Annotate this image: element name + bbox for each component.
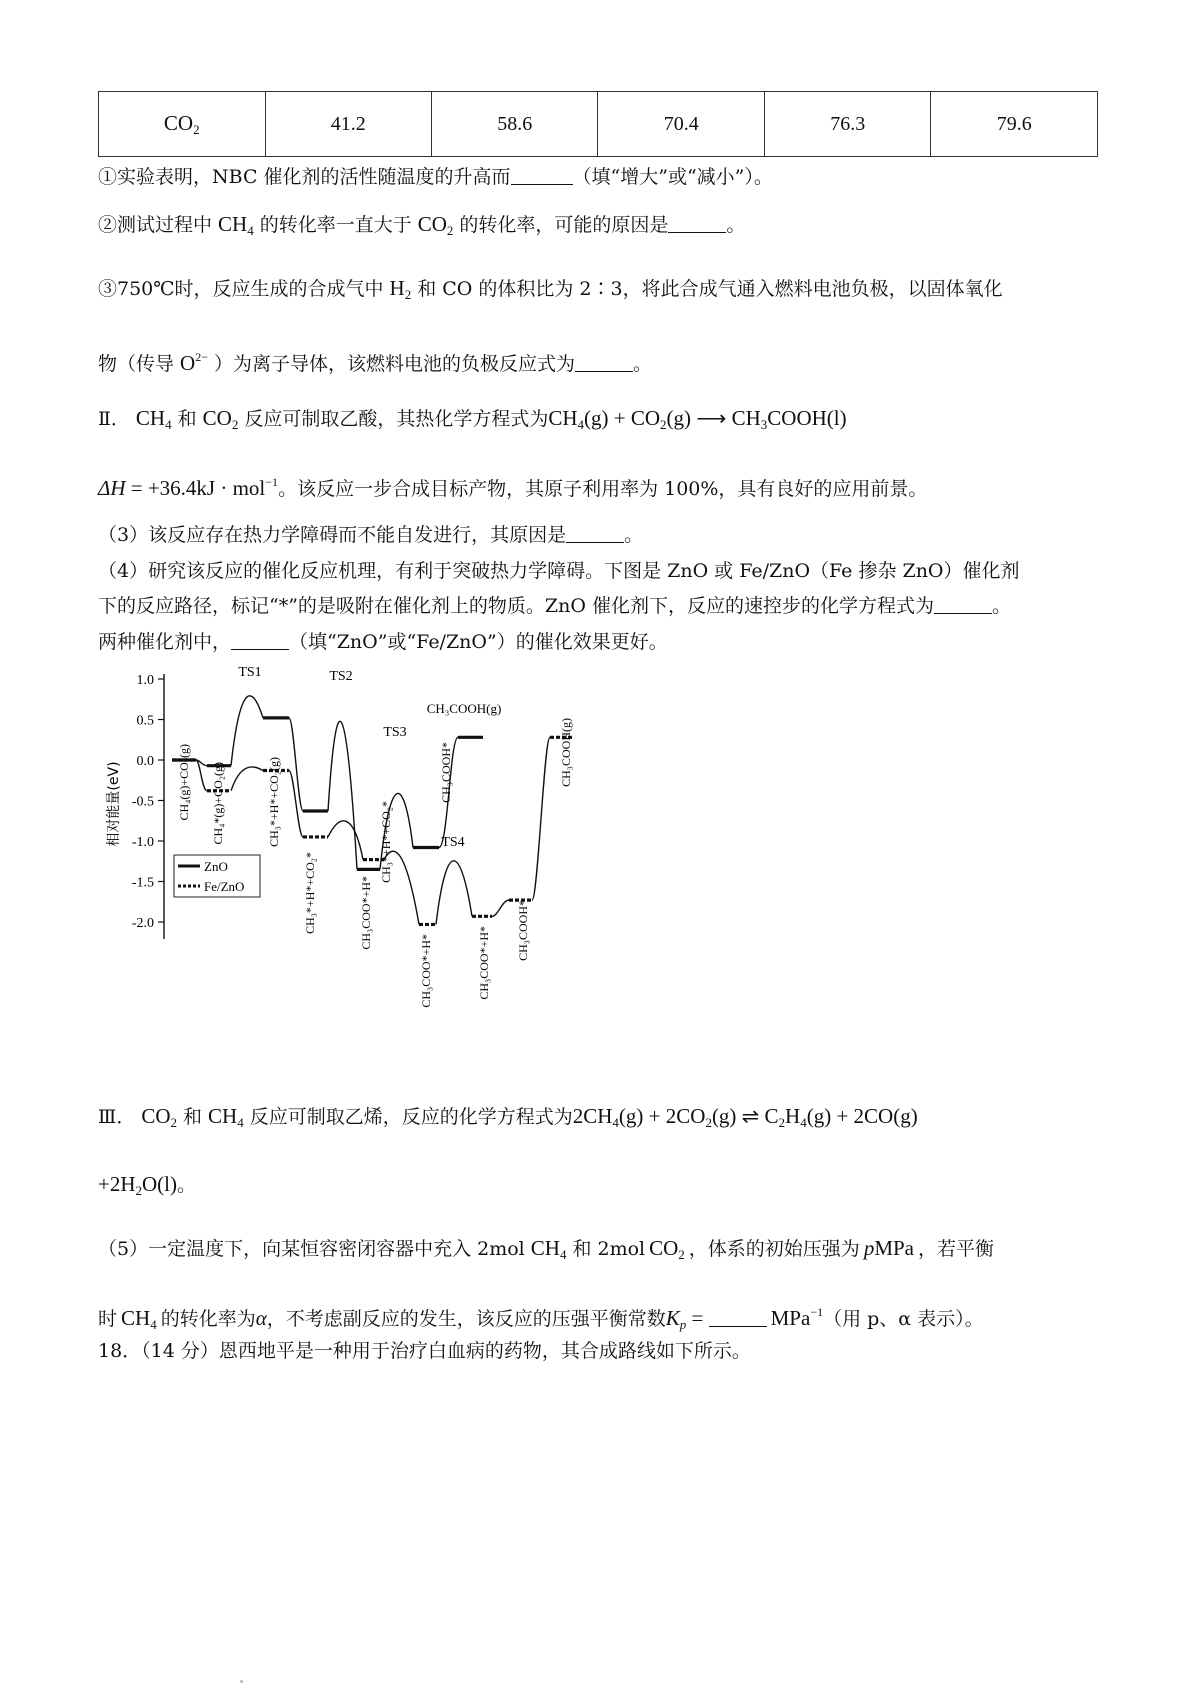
question-3-line-1: ③750℃时，反应生成的合成气中 $H_2$ 和 CO 的体积比为 2∶3，将此合成气通入燃料电池负极，以固体氧化 xyxy=(98,276,1003,302)
y-tick-label: -2.0 xyxy=(131,916,154,931)
table-cell: 41.2 xyxy=(265,92,431,157)
table-row xyxy=(99,92,1098,157)
species-label: CH₃COOH(g) xyxy=(559,718,573,787)
species-label: CH₃COO*+H* xyxy=(419,934,433,1008)
species-label: CH₃*+H*+CO₂* xyxy=(379,801,393,883)
species-label: CH₃*+H*+CO₂(g) xyxy=(267,757,281,847)
question-5-line-2: 时 $CH_4$ 的转化率为α，不考虑副反应的发生，该反应的压强平衡常数$K_p = MPa^{-1}$（用 p、α 表示）。 xyxy=(98,1305,984,1332)
y-tick-label: -1.0 xyxy=(131,835,154,850)
question-18: 18．（14 分）恩西地平是一种用于治疗白血病的药物，其合成路线如下所示。 xyxy=(98,1340,751,1362)
question-1: ①实验表明，NBC 催化剂的活性随温度的升高而 （填“增大”或“减小”）。 xyxy=(98,166,773,188)
table-row-label: $CO_2$ xyxy=(99,92,266,157)
question-4-line-2: 下的反应路径，标记“*”的是吸附在催化剂上的物质。ZnO 催化剂下，反应的速控步的化学方程式为 。 xyxy=(98,595,1011,617)
question-2: ②测试过程中 $CH_4$ 的转化率一直大于 $CO_2$ 的转化率，可能的原因是 。 xyxy=(98,212,746,238)
species-label: CH₄(g)+CO₂(g) xyxy=(177,744,191,821)
answer-blank[interactable] xyxy=(231,631,289,650)
answer-blank[interactable] xyxy=(668,214,726,233)
table-cell: 79.6 xyxy=(931,92,1098,157)
chart-axes xyxy=(105,673,164,939)
legend-label-fe-zno: Fe/ZnO xyxy=(204,879,245,894)
section-ii-line-2: ΔH = +36.4kJ · mol$^{-1}$。该反应一步合成目标产物，其原子利用率为 100%，具有良好的应用前景。 xyxy=(98,475,928,500)
ts-label: TS1 xyxy=(238,665,262,680)
chart-legend xyxy=(174,855,260,897)
y-tick-label: 1.0 xyxy=(136,673,154,688)
answer-blank[interactable] xyxy=(934,595,992,614)
question-4-line-3: 两种催化剂中， （填“ZnO”或“Fe/ZnO”）的催化效果更好。 xyxy=(98,631,668,653)
energy-profile-chart xyxy=(100,664,660,1074)
section-ii-line-1: Ⅱ． $CH_4$ 和 $CO_2$ 反应可制取乙酸，其热化学方程式为$CH_4(g) + CO_2(g)$ ⟶ $CH_3COOH(l)$ xyxy=(98,406,847,432)
y-axis-label: 相对能量(eV) xyxy=(106,761,122,847)
section-iii-line-2: $+2H_2O(l)$。 xyxy=(98,1172,197,1198)
ts-label: TS2 xyxy=(329,669,353,684)
species-label: CH₃COOH* xyxy=(516,900,530,961)
answer-blank[interactable] xyxy=(511,166,573,185)
chart-labels xyxy=(177,665,573,1008)
species-label: CH₃COO*+H* xyxy=(359,876,373,950)
question-3-line-2: 物（传导 $O^{2-}$ ）为离子导体，该燃料电池的负极反应式为 。 xyxy=(98,350,652,375)
y-tick-label: 0.0 xyxy=(136,754,154,769)
ts-label: TS4 xyxy=(441,835,465,850)
species-label: CH₃*+H*+CO₂* xyxy=(303,852,317,934)
table-cell: 76.3 xyxy=(764,92,930,157)
species-label: CH₃COOH* xyxy=(439,742,453,803)
answer-blank[interactable] xyxy=(566,524,624,543)
question-3: （3）该反应存在热力学障碍而不能自发进行，其原因是 。 xyxy=(98,524,644,546)
y-tick-label: -0.5 xyxy=(131,794,154,810)
answer-blank[interactable] xyxy=(709,1308,767,1327)
y-tick-label: 0.5 xyxy=(136,713,154,729)
question-5-line-1: （5）一定温度下，向某恒容密闭容器中充入 2mol $CH_4$ 和 2mol $CO_2$ ，体系的初始压强为 pMPa ，若平衡 xyxy=(98,1236,995,1262)
y-tick-label: -1.5 xyxy=(131,875,154,891)
curve-zno xyxy=(196,696,458,869)
table-cell: 58.6 xyxy=(431,92,597,157)
question-4-line-1: （4）研究该反应的催化反应机理，有利于突破热力学障碍。下图是 ZnO 或 Fe/ZnO（Fe 掺杂 ZnO）催化剂 xyxy=(98,560,1020,582)
answer-blank[interactable] xyxy=(575,353,633,372)
conversion-table xyxy=(98,91,1098,157)
ts-label: TS3 xyxy=(383,725,407,740)
species-label: CH₃COO*+H* xyxy=(477,926,491,1000)
page-dot xyxy=(240,1680,243,1683)
table-cell: 70.4 xyxy=(598,92,764,157)
product-label: CH₃COOH(g) xyxy=(426,701,502,716)
section-iii-line-1: Ⅲ． $CO_2$ 和 $CH_4$ 反应可制取乙烯，反应的化学方程式为$2CH_4(g) + 2CO_2(g)$ ⇌ $C_2H_4(g) + 2CO(g)$ xyxy=(98,1104,918,1130)
legend-label-zno: ZnO xyxy=(204,859,228,874)
species-label: CH₄*(g)+CO₂(g) xyxy=(211,762,225,845)
